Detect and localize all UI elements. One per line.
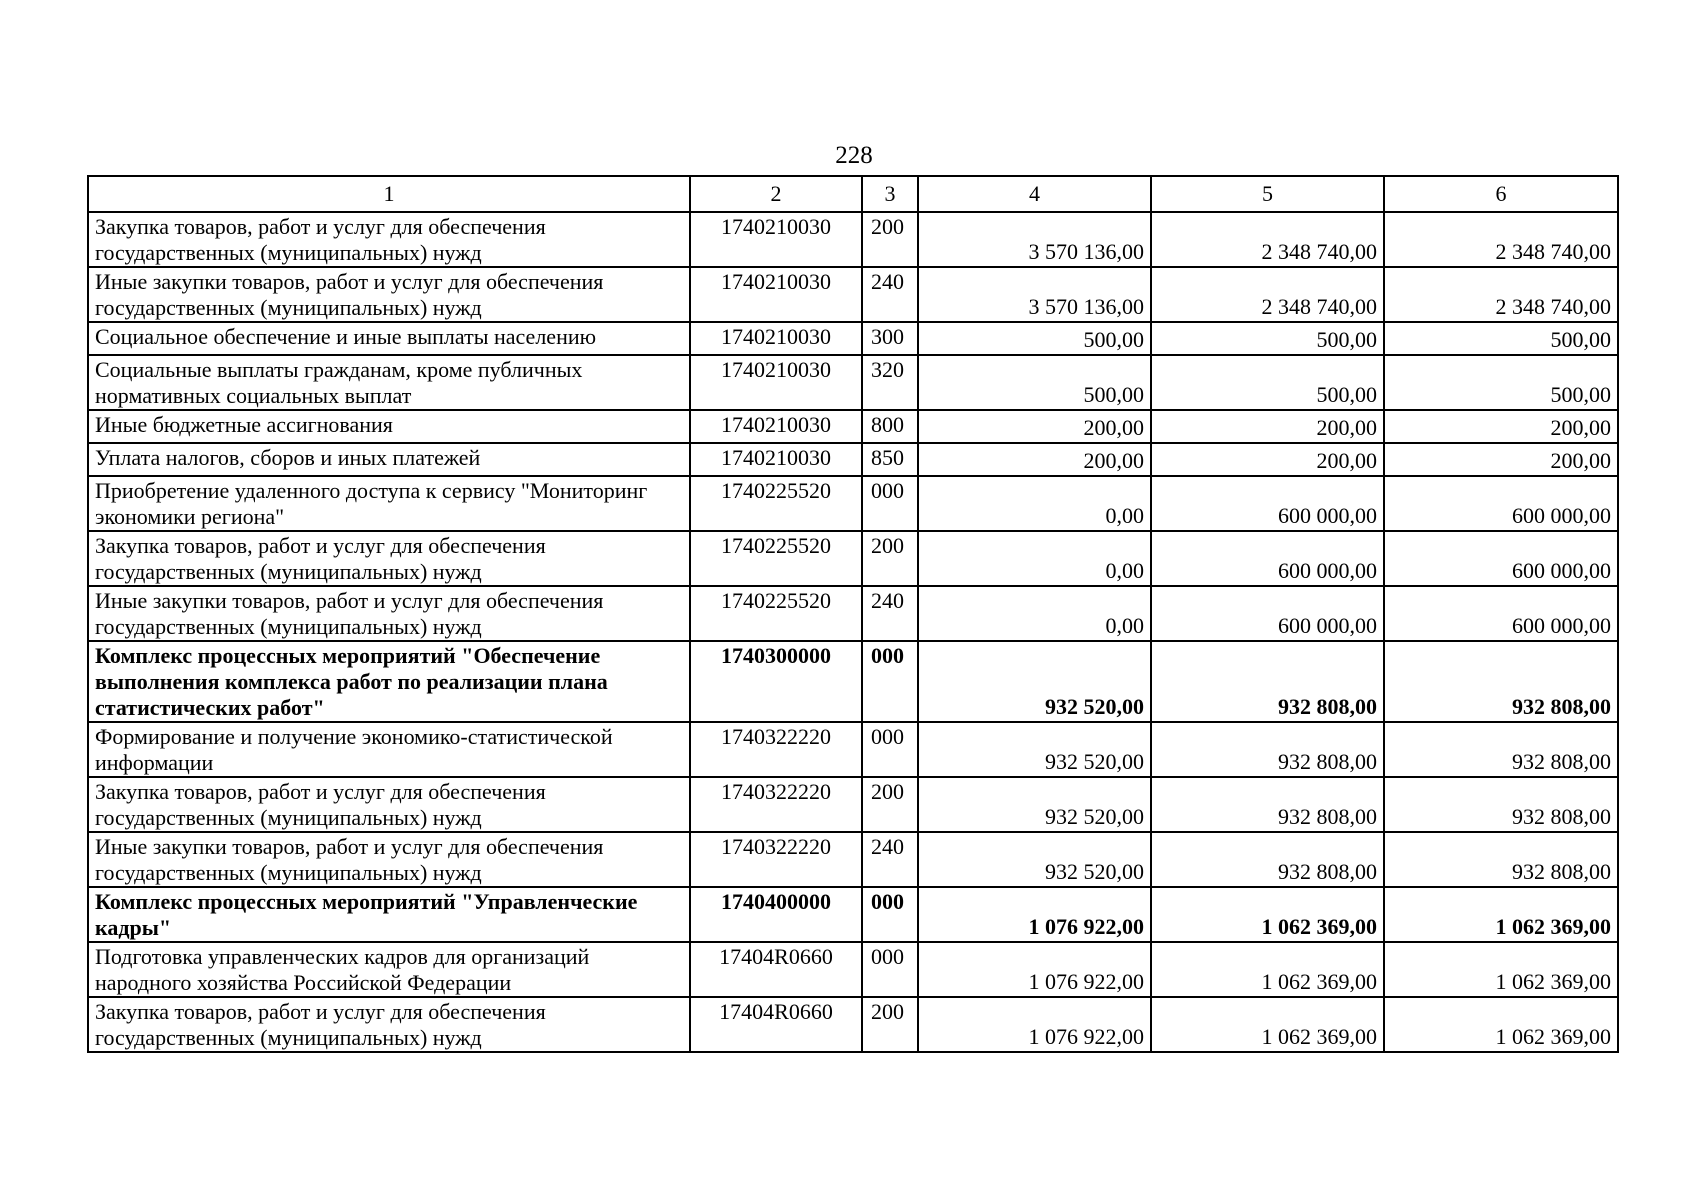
row-group-cell: 200 <box>862 997 918 1052</box>
row-group-cell: 240 <box>862 586 918 641</box>
row-value-col6: 600 000,00 <box>1384 476 1618 531</box>
table-row <box>88 722 1618 777</box>
row-code-cell: 1740322220 <box>690 832 862 887</box>
row-code-cell: 1740225520 <box>690 531 862 586</box>
table-row <box>88 267 1618 322</box>
row-code-cell: 1740300000 <box>690 641 862 722</box>
row-name-cell: Иные закупки товаров, работ и услуг для обеспечения государственных (муниципальных) нужд <box>88 586 690 641</box>
row-value-col4: 932 520,00 <box>918 641 1151 722</box>
row-group-cell: 800 <box>862 410 918 443</box>
row-name-cell: Иные закупки товаров, работ и услуг для обеспечения государственных (муниципальных) нужд <box>88 832 690 887</box>
row-code-cell: 1740210030 <box>690 267 862 322</box>
row-value-col5: 1 062 369,00 <box>1151 942 1384 997</box>
column-header: 3 <box>862 176 918 212</box>
row-value-col6: 932 808,00 <box>1384 777 1618 832</box>
row-value-col6: 200,00 <box>1384 443 1618 476</box>
row-value-col4: 200,00 <box>918 410 1151 443</box>
budget-table <box>87 175 1619 1053</box>
column-header: 4 <box>918 176 1151 212</box>
column-header: 5 <box>1151 176 1384 212</box>
table-row <box>88 476 1618 531</box>
table-row <box>88 777 1618 832</box>
table-row <box>88 942 1618 997</box>
row-value-col4: 1 076 922,00 <box>918 997 1151 1052</box>
row-code-cell: 1740400000 <box>690 887 862 942</box>
row-name-cell: Социальное обеспечение и иные выплаты населению <box>88 322 690 355</box>
table-header-row <box>88 176 1618 212</box>
row-code-cell: 17404R0660 <box>690 942 862 997</box>
row-group-cell: 320 <box>862 355 918 410</box>
row-name-cell: Закупка товаров, работ и услуг для обеспечения государственных (муниципальных) нужд <box>88 212 690 267</box>
row-group-cell: 000 <box>862 942 918 997</box>
row-code-cell: 1740210030 <box>690 355 862 410</box>
table-row <box>88 355 1618 410</box>
row-value-col5: 600 000,00 <box>1151 476 1384 531</box>
row-group-cell: 300 <box>862 322 918 355</box>
row-name-cell: Иные закупки товаров, работ и услуг для обеспечения государственных (муниципальных) нужд <box>88 267 690 322</box>
row-group-cell: 000 <box>862 887 918 942</box>
row-value-col6: 600 000,00 <box>1384 586 1618 641</box>
row-group-cell: 240 <box>862 267 918 322</box>
row-value-col5: 932 808,00 <box>1151 777 1384 832</box>
row-code-cell: 1740225520 <box>690 586 862 641</box>
row-name-cell: Закупка товаров, работ и услуг для обеспечения государственных (муниципальных) нужд <box>88 777 690 832</box>
page-number: 228 <box>835 142 873 169</box>
row-value-col5: 200,00 <box>1151 443 1384 476</box>
table-row <box>88 322 1618 355</box>
row-code-cell: 17404R0660 <box>690 997 862 1052</box>
row-value-col5: 1 062 369,00 <box>1151 887 1384 942</box>
row-value-col4: 500,00 <box>918 355 1151 410</box>
row-name-cell: Комплекс процессных мероприятий "Обеспечение выполнения комплекса работ по реализации плана статистических работ" <box>88 641 690 722</box>
row-value-col6: 1 062 369,00 <box>1384 887 1618 942</box>
row-name-cell: Закупка товаров, работ и услуг для обеспечения государственных (муниципальных) нужд <box>88 531 690 586</box>
row-value-col4: 1 076 922,00 <box>918 887 1151 942</box>
row-value-col4: 0,00 <box>918 476 1151 531</box>
row-group-cell: 000 <box>862 722 918 777</box>
row-name-cell: Иные бюджетные ассигнования <box>88 410 690 443</box>
table-row <box>88 641 1618 722</box>
row-value-col4: 932 520,00 <box>918 722 1151 777</box>
row-value-col6: 1 062 369,00 <box>1384 997 1618 1052</box>
row-group-cell: 200 <box>862 531 918 586</box>
row-value-col6: 2 348 740,00 <box>1384 267 1618 322</box>
table-row <box>88 997 1618 1052</box>
row-value-col4: 200,00 <box>918 443 1151 476</box>
row-code-cell: 1740322220 <box>690 722 862 777</box>
row-name-cell: Уплата налогов, сборов и иных платежей <box>88 443 690 476</box>
row-value-col5: 2 348 740,00 <box>1151 212 1384 267</box>
row-value-col6: 500,00 <box>1384 355 1618 410</box>
table-row <box>88 832 1618 887</box>
row-value-col4: 500,00 <box>918 322 1151 355</box>
row-value-col6: 2 348 740,00 <box>1384 212 1618 267</box>
row-group-cell: 240 <box>862 832 918 887</box>
row-value-col5: 1 062 369,00 <box>1151 997 1384 1052</box>
row-value-col5: 600 000,00 <box>1151 586 1384 641</box>
row-value-col4: 932 520,00 <box>918 777 1151 832</box>
column-header: 1 <box>88 176 690 212</box>
row-value-col4: 932 520,00 <box>918 832 1151 887</box>
row-group-cell: 200 <box>862 777 918 832</box>
row-value-col5: 600 000,00 <box>1151 531 1384 586</box>
column-header: 2 <box>690 176 862 212</box>
row-value-col4: 3 570 136,00 <box>918 267 1151 322</box>
row-value-col5: 932 808,00 <box>1151 641 1384 722</box>
table-row <box>88 586 1618 641</box>
row-group-cell: 000 <box>862 476 918 531</box>
row-value-col6: 1 062 369,00 <box>1384 942 1618 997</box>
row-name-cell: Подготовка управленческих кадров для организаций народного хозяйства Российской Федерации <box>88 942 690 997</box>
table-row <box>88 410 1618 443</box>
row-value-col6: 500,00 <box>1384 322 1618 355</box>
table-row <box>88 443 1618 476</box>
row-name-cell: Приобретение удаленного доступа к сервису "Мониторинг экономики региона" <box>88 476 690 531</box>
row-value-col4: 0,00 <box>918 531 1151 586</box>
budget-table-body <box>88 176 1618 1052</box>
row-code-cell: 1740210030 <box>690 443 862 476</box>
row-group-cell: 200 <box>862 212 918 267</box>
row-value-col4: 1 076 922,00 <box>918 942 1151 997</box>
table-row <box>88 887 1618 942</box>
row-name-cell: Закупка товаров, работ и услуг для обеспечения государственных (муниципальных) нужд <box>88 997 690 1052</box>
table-row <box>88 212 1618 267</box>
row-value-col5: 2 348 740,00 <box>1151 267 1384 322</box>
row-value-col5: 500,00 <box>1151 355 1384 410</box>
row-value-col4: 3 570 136,00 <box>918 212 1151 267</box>
row-name-cell: Социальные выплаты гражданам, кроме публичных нормативных социальных выплат <box>88 355 690 410</box>
row-value-col6: 200,00 <box>1384 410 1618 443</box>
column-header: 6 <box>1384 176 1618 212</box>
row-name-cell: Комплекс процессных мероприятий "Управленческие кадры" <box>88 887 690 942</box>
row-value-col5: 932 808,00 <box>1151 832 1384 887</box>
row-value-col6: 932 808,00 <box>1384 832 1618 887</box>
row-code-cell: 1740322220 <box>690 777 862 832</box>
row-value-col6: 932 808,00 <box>1384 641 1618 722</box>
row-value-col5: 932 808,00 <box>1151 722 1384 777</box>
row-code-cell: 1740210030 <box>690 410 862 443</box>
row-name-cell: Формирование и получение экономико-статистической информации <box>88 722 690 777</box>
row-group-cell: 000 <box>862 641 918 722</box>
table-row <box>88 531 1618 586</box>
row-code-cell: 1740225520 <box>690 476 862 531</box>
row-value-col5: 200,00 <box>1151 410 1384 443</box>
row-value-col5: 500,00 <box>1151 322 1384 355</box>
row-value-col6: 600 000,00 <box>1384 531 1618 586</box>
row-code-cell: 1740210030 <box>690 212 862 267</box>
row-code-cell: 1740210030 <box>690 322 862 355</box>
row-value-col6: 932 808,00 <box>1384 722 1618 777</box>
row-group-cell: 850 <box>862 443 918 476</box>
row-value-col4: 0,00 <box>918 586 1151 641</box>
